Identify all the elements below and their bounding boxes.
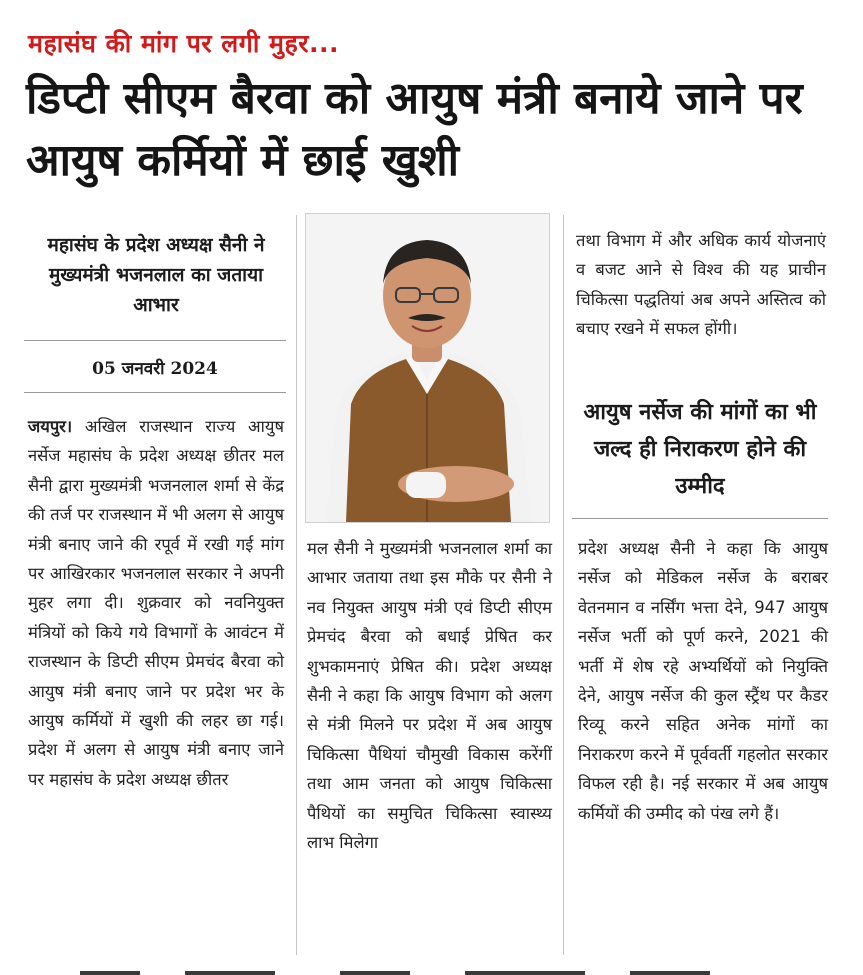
body-column-1: [28, 412, 284, 794]
date: 05 जनवरी 2024: [92, 359, 218, 379]
portrait-illustration: [306, 214, 549, 522]
cut-off-next-line: [0, 960, 863, 975]
divider: [572, 518, 828, 519]
dateline: जयपुर।: [28, 417, 73, 436]
column-divider: [296, 215, 297, 955]
body-column-3-bottom: प्रदेश अध्यक्ष सैनी ने कहा कि आयुष नर्सेज को मेडिकल नर्सेज के बराबर वेतनमान व नर्सिंग भत्ता देने, 947 आयुष नर्सेज भर्ती को पूर्ण करने, 2021 की भर्ती में शेष रहे अभ्यर्थियों को नियुक्ति देने, आयुष नर्सेज की कुल स्ट्रैंथ पर कैडर रिव्यू करने सहित अनेक मांगों का निराकरण करने में पूर्ववर्ती गहलोत सरकार विफल रही है। नई सरकार में अब आयुष कर्मियों की उम्मीद को पंख लगे हैं।: [578, 539, 828, 823]
column-divider: [563, 215, 564, 955]
kicker: महासंघ की मांग पर लगी मुहर...: [28, 29, 339, 58]
body-column-3-top: तथा विभाग में और अधिक कार्य योजनाएं व बजट आने से विश्व की यह प्राचीन चिकित्सा पद्धतियां अब अपने अस्तित्व को बचाए रखने में सफल होंगी।: [576, 231, 826, 339]
body-text: अखिल राजस्थान राज्य आयुष नर्सेज महासंघ के प्रदेश अध्यक्ष छीतर मल सैनी द्वारा मुख्यमंत्री भजनलाल शर्मा से केंद्र की तर्ज पर राजस्थान में भी अलग से आयुष मंत्री बनाए जाने की रपूर्व में रखी गई मांग पर आखिरकार भजनलाल सरकार ने अपनी मुहर लगा दी। शुक्रवार को नवनियुक्त मंत्रियों को किये गये विभागों के आवंटन में राजस्थान के डिप्टी सीएम प्रेमचंद बैरवा को आयुष मंत्री बनाए जाने पर प्रदेश भर के आयुष कर्मियों में खुशी की लहर छा गई। प्रदेश में अलग से आयुष मंत्री बनाए जाने पर महासंघ के प्रदेश अध्यक्ष छीतर: [28, 417, 284, 789]
subheadline-2: आयुष नर्सेज की मांगों का भी जल्द ही निराकरण होने की उम्मीद: [583, 400, 817, 499]
headline: डिप्टी सीएम बैरवा को आयुष मंत्री बनाये जाने पर आयुष कर्मियों में छाई खुशी: [26, 73, 803, 186]
divider: [24, 340, 286, 341]
portrait-photo: [305, 213, 550, 523]
subheadline: महासंघ के प्रदेश अध्यक्ष सैनी ने मुख्यमंत्री भजनलाल का जताया आभार: [47, 234, 265, 316]
divider: [24, 392, 286, 393]
body-column-2: मल सैनी ने मुख्यमंत्री भजनलाल शर्मा का आभार जताया तथा इस मौके पर सैनी ने नव नियुक्त आयुष मंत्री एवं डिप्टी सीएम प्रेमचंद बैरवा को बधाई प्रेषित कर शुभकामनाएं प्रेषित की। प्रदेश अध्यक्ष सैनी ने कहा कि आयुष विभाग को अलग से मंत्री मिलने पर प्रदेश में अब आयुष चिकित्सा पैथियां चौमुखी विकास करेंगीं तथा आम जनता को आयुष चिकित्सा पैथियों का समुचित चिकित्सा स्वास्थ्य लाभ मिलेगा: [307, 539, 552, 853]
